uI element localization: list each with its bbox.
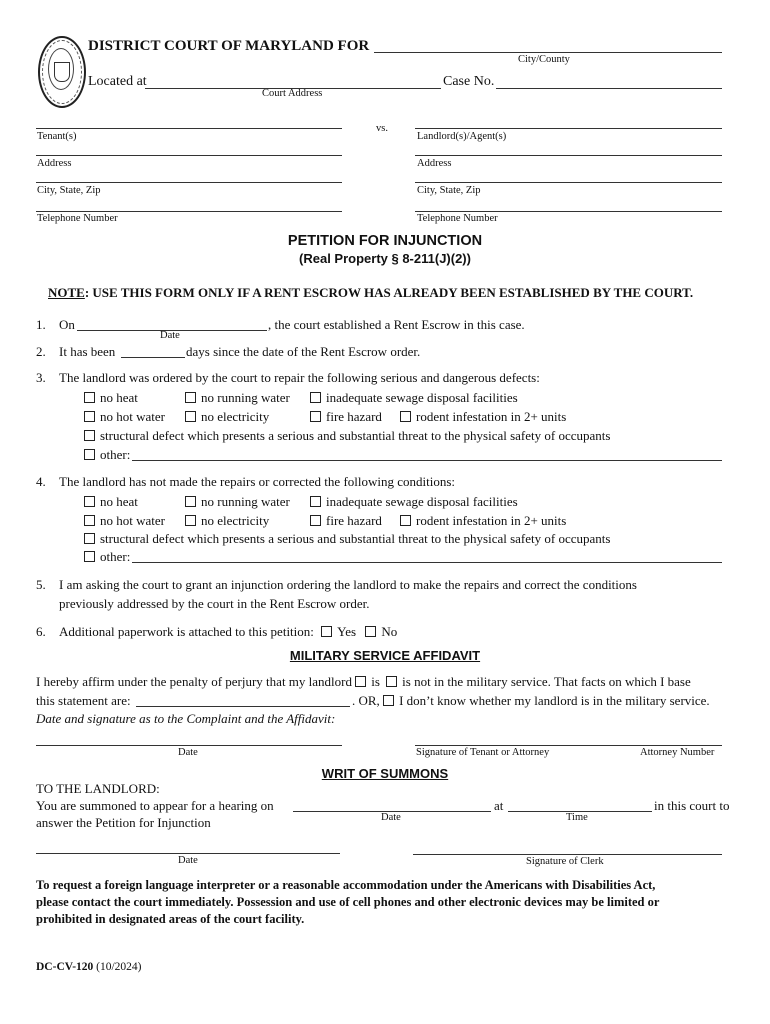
- landlord-phone-field[interactable]: [415, 211, 722, 212]
- court-seal: [38, 36, 86, 108]
- item2-label-b: days since the date of the Rent Escrow order.: [186, 344, 421, 359]
- item5-number: 5.: [36, 577, 46, 592]
- option-label: other:: [100, 549, 131, 564]
- option-label: no heat: [100, 494, 138, 509]
- option-label: other:: [100, 447, 131, 462]
- form-number: DC-CV-120: [36, 961, 94, 973]
- note-label: NOTE: [48, 285, 85, 300]
- checkbox[interactable]: [310, 515, 321, 526]
- i4-fire-hazard[interactable]: [310, 513, 382, 529]
- item1-label-a: On: [59, 317, 75, 332]
- court-title: DISTRICT COURT OF MARYLAND FOR: [88, 38, 370, 54]
- military-facts-field[interactable]: [136, 706, 350, 707]
- seal-shield-icon: [54, 62, 70, 82]
- checkbox[interactable]: [310, 496, 321, 507]
- option-label: no electricity: [201, 409, 270, 424]
- landlord-address-field[interactable]: [415, 155, 722, 156]
- hearing-time-label: Time: [566, 812, 588, 823]
- tenant-phone-label: Telephone Number: [37, 213, 118, 224]
- clerk-date-label: Date: [178, 855, 198, 866]
- checkbox[interactable]: [310, 411, 321, 422]
- note: [48, 285, 693, 301]
- i3-sewage[interactable]: [310, 390, 518, 406]
- i3-fire-hazard[interactable]: [310, 409, 382, 425]
- option-label: fire hazard: [326, 513, 382, 528]
- i3-other[interactable]: [84, 447, 130, 463]
- tenant-city-label: City, State, Zip: [37, 185, 101, 196]
- hearing-date-label: Date: [381, 812, 401, 823]
- option-label: no running water: [201, 390, 290, 405]
- i3-other-field[interactable]: [132, 460, 722, 461]
- page-title: PETITION FOR INJUNCTION: [287, 233, 483, 249]
- option-label: inadequate sewage disposal facilities: [326, 390, 518, 405]
- checkbox[interactable]: [185, 496, 196, 507]
- affidavit-date-field[interactable]: [36, 745, 342, 746]
- military-line1: [36, 674, 691, 690]
- i3-rodent[interactable]: [400, 409, 566, 425]
- case-no-field[interactable]: [496, 88, 722, 89]
- i3-no-running-water[interactable]: [185, 390, 290, 406]
- item2-days-field[interactable]: [121, 357, 185, 358]
- item6-number: 6.: [36, 624, 46, 639]
- checkbox[interactable]: [84, 449, 95, 460]
- landlord-address-label: Address: [417, 158, 452, 169]
- city-county-label: City/County: [518, 54, 570, 65]
- tenant-label: Tenant(s): [37, 131, 77, 142]
- item2-label-a: It has been: [59, 344, 116, 359]
- landlord-name-field[interactable]: [415, 128, 722, 129]
- located-at-label: Located at: [88, 74, 147, 89]
- checkbox[interactable]: [84, 496, 95, 507]
- item6: [59, 624, 397, 640]
- item4-text: The landlord has not made the repairs or corrected the following conditions:: [59, 474, 456, 489]
- item1-label-b: , the court established a Rent Escrow in this case.: [268, 317, 525, 332]
- note-text: : USE THIS FORM ONLY IF A RENT ESCROW HAS ALREADY BEEN ESTABLISHED BY THE COURT.: [84, 285, 694, 300]
- i3-no-hot-water[interactable]: [84, 409, 165, 425]
- affidavit-date-label: Date: [178, 747, 198, 758]
- no-checkbox[interactable]: [365, 626, 376, 637]
- case-no-label: Case No.: [443, 74, 495, 89]
- yes-label: Yes: [337, 624, 357, 639]
- tenant-name-field[interactable]: [36, 128, 342, 129]
- tenant-phone-field[interactable]: [36, 211, 342, 212]
- form-date: (10/2024): [96, 961, 142, 973]
- landlord-phone-label: Telephone Number: [417, 213, 498, 224]
- item5-line1: I am asking the court to grant an injunction ordering the landlord to make the repairs and correct the conditions: [59, 577, 637, 592]
- checkbox[interactable]: [84, 551, 95, 562]
- tenant-address-label: Address: [37, 158, 72, 169]
- clerk-signature-label: Signature of Clerk: [526, 856, 604, 867]
- writ-line2: answer the Petition for Injunction: [36, 815, 211, 830]
- city-county-field[interactable]: [374, 52, 722, 53]
- court-address-label: Court Address: [262, 88, 323, 99]
- is-checkbox[interactable]: [355, 676, 366, 687]
- page-subtitle: (Real Property § 8-211(J)(2)): [299, 251, 471, 266]
- checkbox[interactable]: [310, 392, 321, 403]
- option-label: no running water: [201, 494, 290, 509]
- i4-no-heat[interactable]: [84, 494, 138, 510]
- writ-line1c: in this court to: [654, 798, 730, 813]
- item4-number: 4.: [36, 474, 46, 489]
- checkbox[interactable]: [84, 411, 95, 422]
- clerk-signature-field[interactable]: [413, 854, 722, 855]
- i4-structural[interactable]: [84, 531, 610, 547]
- i3-structural[interactable]: [84, 428, 610, 444]
- option-label: no heat: [100, 390, 138, 405]
- option-label: no hot water: [100, 513, 165, 528]
- i4-rodent[interactable]: [400, 513, 566, 529]
- notice-line1: To request a foreign language interpreter or a reasonable accommodation under the Americans with Disabilities Act,: [36, 878, 656, 892]
- landlord-label: Landlord(s)/Agent(s): [417, 131, 507, 142]
- is-not-checkbox[interactable]: [386, 676, 397, 687]
- attorney-number-label: Attorney Number: [640, 747, 715, 758]
- checkbox[interactable]: [400, 515, 411, 526]
- writ-at-label: at: [494, 798, 504, 813]
- checkbox[interactable]: [185, 392, 196, 403]
- option-label: rodent infestation in 2+ units: [416, 409, 567, 424]
- i4-no-electricity[interactable]: [185, 513, 269, 529]
- item3-text: The landlord was ordered by the court to repair the following serious and dangerous defects:: [59, 370, 540, 385]
- checkbox[interactable]: [185, 515, 196, 526]
- landlord-city-label: City, State, Zip: [417, 185, 481, 196]
- notice-line2: please contact the court immediately. Possession and use of cell phones and other electronic devices may be limited or: [36, 895, 660, 909]
- checkbox[interactable]: [185, 411, 196, 422]
- item1-number: 1.: [36, 317, 46, 332]
- option-label: structural defect which presents a serious and substantial threat to the physical safety of occupants: [100, 428, 611, 443]
- i3-no-heat[interactable]: [84, 390, 138, 406]
- notice-line3: prohibited in designated areas of the court facility.: [36, 912, 305, 926]
- or-label: . OR,: [352, 693, 380, 708]
- dont-know-label: I don’t know whether my landlord is in the military service.: [399, 693, 710, 708]
- option-label: inadequate sewage disposal facilities: [326, 494, 518, 509]
- checkbox[interactable]: [84, 392, 95, 403]
- item1-date-label: Date: [160, 330, 180, 341]
- checkbox[interactable]: [84, 430, 95, 441]
- checkbox[interactable]: [400, 411, 411, 422]
- tenant-city-field[interactable]: [36, 182, 342, 183]
- date-signature-label: Date and signature as to the Complaint and the Affidavit:: [36, 711, 336, 726]
- writ-title: WRIT OF SUMMONS: [321, 766, 449, 781]
- military-line2: [352, 693, 710, 709]
- item3-number: 3.: [36, 370, 46, 385]
- checkbox[interactable]: [84, 515, 95, 526]
- option-label: no hot water: [100, 409, 165, 424]
- form-id: [36, 961, 142, 973]
- military-title: MILITARY SERVICE AFFIDAVIT: [289, 648, 481, 663]
- clerk-date-field[interactable]: [36, 853, 340, 854]
- is-not-label: is not in the military service. That facts on which I base: [402, 674, 691, 689]
- is-label: is: [371, 674, 380, 689]
- option-label: rodent infestation in 2+ units: [416, 513, 567, 528]
- i4-sewage[interactable]: [310, 494, 518, 510]
- i4-no-running-water[interactable]: [185, 494, 290, 510]
- option-label: fire hazard: [326, 409, 382, 424]
- no-label: No: [381, 624, 398, 639]
- item6-text: Additional paperwork is attached to this petition:: [59, 624, 314, 639]
- item2-number: 2.: [36, 344, 46, 359]
- writ-to-label: TO THE LANDLORD:: [36, 781, 160, 796]
- i4-other[interactable]: [84, 549, 130, 565]
- i4-no-hot-water[interactable]: [84, 513, 165, 529]
- item5-line2: previously addressed by the court in the Rent Escrow order.: [59, 596, 370, 611]
- option-label: no electricity: [201, 513, 270, 528]
- dont-know-checkbox[interactable]: [383, 695, 394, 706]
- i3-no-electricity[interactable]: [185, 409, 269, 425]
- military-text: I hereby affirm under the penalty of perjury that my landlord: [36, 674, 352, 689]
- military-line2a: this statement are:: [36, 693, 131, 708]
- checkbox[interactable]: [84, 533, 95, 544]
- writ-line1a: You are summoned to appear for a hearing on: [36, 798, 274, 813]
- vs-label: vs.: [376, 123, 388, 134]
- option-label: structural defect which presents a serious and substantial threat to the physical safety of occupants: [100, 531, 611, 546]
- i4-other-field[interactable]: [132, 562, 722, 563]
- affidavit-signature-label: Signature of Tenant or Attorney: [416, 747, 550, 758]
- tenant-address-field[interactable]: [36, 155, 342, 156]
- affidavit-signature-field[interactable]: [415, 745, 722, 746]
- yes-checkbox[interactable]: [321, 626, 332, 637]
- landlord-city-field[interactable]: [415, 182, 722, 183]
